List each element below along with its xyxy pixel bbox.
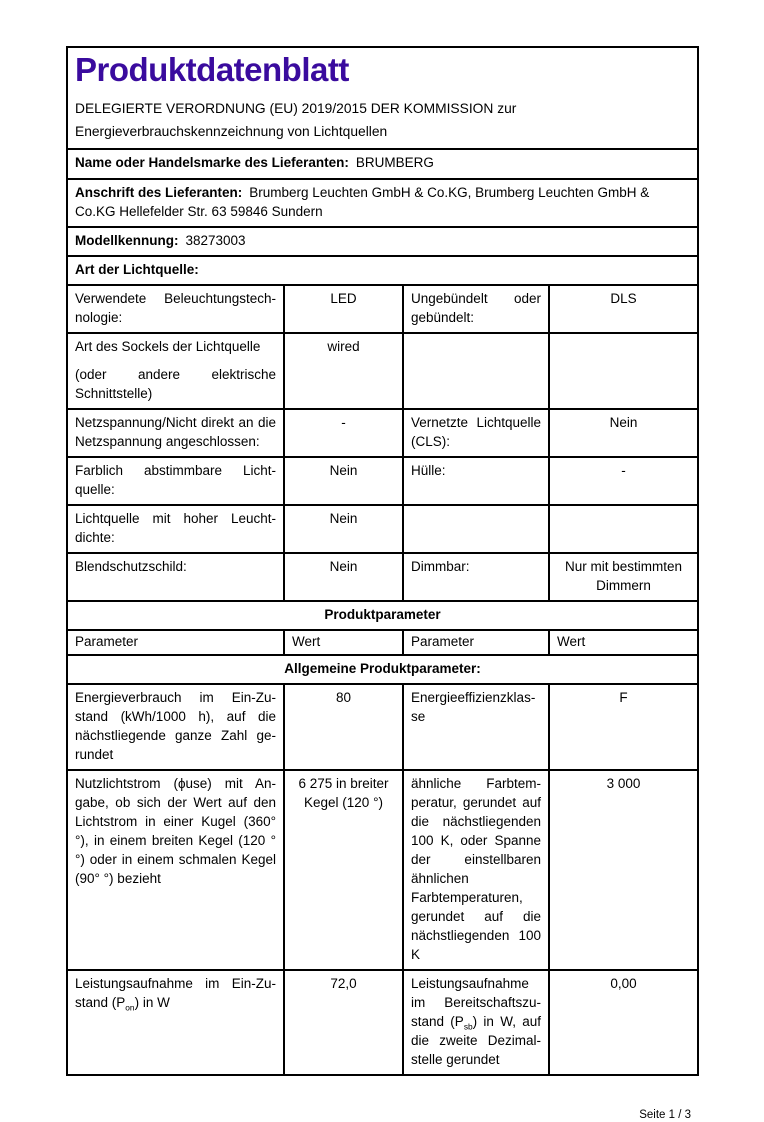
value-cell: 80: [284, 684, 403, 770]
table-row-useful-luminous-flux: [67, 770, 698, 970]
param-cell: Leistungsaufnahme im Ein-Zustand $(P_{on})$ in W: [67, 970, 284, 1075]
supplier-name-row: [67, 149, 698, 179]
supplier-address-value: Brumberg Leuchten GmbH & Co.KG, Brumberg Leuchten GmbH & Co.KG Hellefelder Str. 63 59846 Sundern: [75, 185, 650, 219]
param-cell: ähnliche Farbtemperatur, gerundet auf die nächstliegenden 100 K, oder Spanne der einstellbaren ähnlichen Farbtemperaturen, gerundet auf die nächstliegenden 100 K: [403, 770, 549, 970]
supplier-address-row: [67, 179, 698, 227]
table-row-socket: [67, 333, 698, 409]
value-cell: Nein: [284, 505, 403, 553]
value-cell: [549, 333, 698, 409]
document-header-cell: [67, 47, 698, 149]
column-header-parameter-2: Parameter: [403, 630, 549, 655]
value-cell: -: [284, 409, 403, 457]
table-row-anti-glare: [67, 553, 698, 601]
column-header-parameter-1: Parameter: [67, 630, 284, 655]
param-cell: [67, 333, 284, 409]
supplier-name-label: Name oder Handelsmarke des Lieferanten:: [75, 155, 349, 170]
regulation-subtitle: DELEGIERTE VERORDNUNG (EU) 2019/2015 DER KOMMISSION zur Energieverbrauchskennzeichnung von Lichtquellen: [75, 101, 517, 139]
value-cell: DLS: [549, 285, 698, 333]
header-row: [67, 47, 698, 149]
column-header-wert-1: Wert: [284, 630, 403, 655]
datasheet: [66, 46, 697, 1122]
value-cell: F: [549, 684, 698, 770]
light-source-type-label: Art der Lichtquelle:: [75, 262, 199, 277]
value-cell: [549, 505, 698, 553]
model-id-value: 38273003: [185, 233, 246, 248]
param-cell: Energieeffizienzklasse: [403, 684, 549, 770]
param-cell: Blendschutzschild:: [67, 553, 284, 601]
param-cell: Hülle:: [403, 457, 549, 505]
supplier-address-label: Anschrift des Lieferanten:: [75, 185, 243, 200]
param-cell: [403, 505, 549, 553]
param-cell: Vernetzte Lichtquelle (CLS):: [403, 409, 549, 457]
socket-param-line2: (oder andere elektrische Schnittstelle): [75, 367, 276, 401]
param-cell: Verwendete Beleuchtungstechnologie:: [67, 285, 284, 333]
group-title: Allgemeine Produktparameter:: [67, 655, 698, 684]
value-cell: LED: [284, 285, 403, 333]
value-cell: Nein: [549, 409, 698, 457]
param-cell: Leistungsaufnahme im Bereitschaftszustand $(P_{sb})$ in W, auf die zweite Dezimalstelle gerundet: [403, 970, 549, 1075]
value-cell: 3 000: [549, 770, 698, 970]
page-title: Produktdatenblatt: [75, 51, 349, 88]
supplier-name-value: BRUMBERG: [355, 155, 434, 170]
param-cell: Lichtquelle mit hoher Leuchtdichte:: [67, 505, 284, 553]
value-cell: 0,00: [549, 970, 698, 1075]
section-title: Produktparameter: [67, 601, 698, 630]
group-header-row: [67, 655, 698, 684]
model-id-label: Modellkennung:: [75, 233, 179, 248]
model-id-row: [67, 227, 698, 256]
value-cell: Nein: [284, 457, 403, 505]
column-header-row: [67, 630, 698, 655]
value-cell: -: [549, 457, 698, 505]
param-cell: [403, 333, 549, 409]
table-row-power-consumption: [67, 970, 698, 1075]
datasheet-table: [66, 46, 699, 1076]
param-cell: Netzspannung/Nicht direkt an die Netzspannung angeschlossen:: [67, 409, 284, 457]
supplier-name-cell: [67, 149, 698, 179]
page-number: Seite 1 / 3: [639, 1109, 691, 1121]
table-row-energy-consumption: [67, 684, 698, 770]
value-cell: 72,0: [284, 970, 403, 1075]
value-cell: wired: [284, 333, 403, 409]
section-header-row: [67, 601, 698, 630]
table-row-high-luminance: [67, 505, 698, 553]
supplier-address-cell: [67, 179, 698, 227]
param-cell: Farblich abstimmbare Lichtquelle:: [67, 457, 284, 505]
value-cell: Nur mit bestimmten Dimmern: [549, 553, 698, 601]
column-header-wert-2: Wert: [549, 630, 698, 655]
socket-param-line1: Art des Sockels der Lichtquelle: [75, 339, 261, 354]
table-row-technology: [67, 285, 698, 333]
param-cell: Ungebündelt oder gebündelt:: [403, 285, 549, 333]
value-cell: Nein: [284, 553, 403, 601]
model-id-cell: [67, 227, 698, 256]
table-row-mains-voltage: [67, 409, 698, 457]
value-cell: 6 275 in breiter Kegel (120 °): [284, 770, 403, 970]
light-source-type-row: [67, 256, 698, 285]
param-cell: Energieverbrauch im Ein-Zustand (kWh/1000 h), auf die nächstliegende ganze Zahl gerundet: [67, 684, 284, 770]
table-row-colour-tunable: [67, 457, 698, 505]
light-source-type-cell: [67, 256, 698, 285]
param-cell: Nutzlichtstrom (ϕuse) mit Angabe, ob sich der Wert auf den Lichtstrom in einer Kugel (360° °), in einem breiten Kegel (120 °°) oder in einem schmalen Kegel (90° °) bezieht: [67, 770, 284, 970]
param-cell: Dimmbar:: [403, 553, 549, 601]
